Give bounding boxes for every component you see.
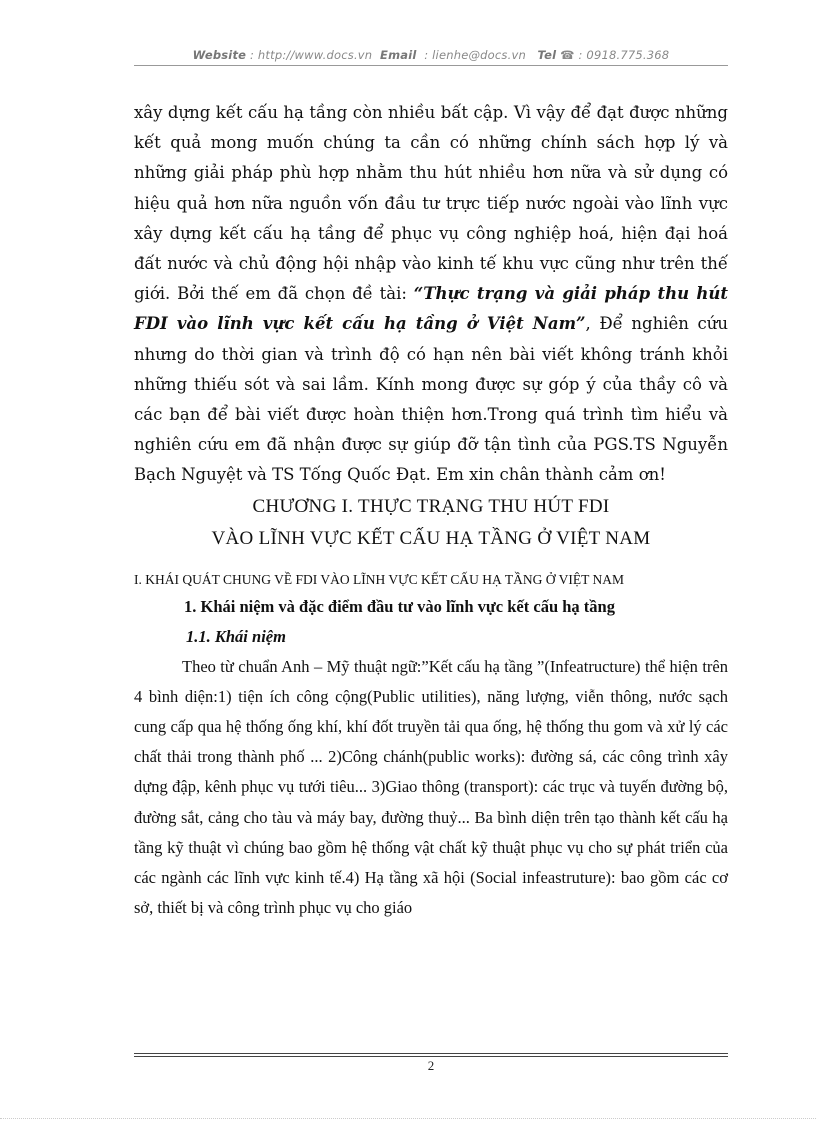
thesis-title-quote: “Thực trạng và giải pháp thu hút FDI vào lĩnh vực kết cấu hạ tầng ở Việt Nam” <box>134 284 728 334</box>
website-value: : http://www.docs.vn <box>250 48 373 62</box>
email-value: : lienhe@docs.vn <box>424 48 526 62</box>
tel-label: Tel <box>537 48 557 62</box>
page-edge-divider <box>0 1118 816 1119</box>
chapter-heading <box>134 491 728 555</box>
page-header <box>134 48 728 64</box>
page-number: 2 <box>427 1058 435 1073</box>
footer-divider-top <box>134 1053 728 1054</box>
chapter-heading-line2: VÀO LĨNH VỰC KẾT CẤU HẠ TẦNG Ở VIỆT NAM <box>211 527 651 549</box>
section-title: I. KHÁI QUÁT CHUNG VỀ FDI VÀO LĨNH VỰC KẾT CẤU HẠ TẦNG Ở VIỆT NAM <box>134 571 624 587</box>
email-label: Email <box>380 48 417 62</box>
website-label: Website <box>192 48 247 62</box>
tel-value: ☎ : 0918.775.368 <box>560 48 670 62</box>
footer-divider-bottom <box>134 1056 728 1057</box>
subheading: 1. Khái niệm và đặc điểm đầu tư vào lĩnh vực kết cấu hạ tầng <box>184 596 615 616</box>
intro-text-after: , Để nghiên cứu nhưng do thời gian và trình độ có hạn nên bài viết không tránh khỏi những thiếu sót và sai lầm. Kính mong được sự góp ý của thầy cô và các bạn để bài viết được hoàn thiện hơn.Trong quá trình tìm hiểu và nghiên cứu em đã nhận được sự giúp đỡ tận tình của PGS.TS Nguyễn Bạch Nguyệt và TS Tống Quốc Đạt. Em xin chân thành cảm ơn! <box>134 314 728 485</box>
page-content <box>134 98 728 923</box>
subsubheading: 1.1. Khái niệm <box>186 626 286 646</box>
body-paragraph: Theo từ chuẩn Anh – Mỹ thuật ngữ:”Kết cấu hạ tầng ”(Infeatructure) thể hiện trên 4 bình diện:1) tiện ích công cộng(Public utilities), năng lượng, viễn thông, nước sạch cung cấp qua hệ thống ống khí, khí đốt truyền tải qua ống, hệ thống thu gom và xử lý các chất thải trong thành phố ... 2)Công chánh(public works): đường sá, các công trình xây dựng đập, kênh phục vụ tưới tiêu... 3)Giao thông (transport): các trục và tuyến đường bộ, đường sắt, cảng cho tàu và máy bay, đường thuỷ... Ba bình diện trên tạo thành kết cấu hạ tầng kỹ thuật vì chúng bao gồm hệ thống vật chất kỹ thuật phục vụ cho sự phát triển của các ngành các lĩnh vực kinh tế.4) Hạ tầng xã hội (Social infeastruture): bao gồm các cơ sở, thiết bị và công trình phục vụ cho giáo <box>134 656 728 918</box>
header-divider <box>134 65 728 66</box>
intro-text-before: xây dựng kết cấu hạ tầng còn nhiều bất cập. Vì vậy để đạt được những kết quả mong muốn chúng ta cần có những chính sách hợp lý và những giải pháp phù hợp nhằm thu hút nhiều hơn nữa và sử dụng có hiệu quả hơn nữa nguồn vốn đầu tư trực tiếp nước ngoài vào lĩnh vực xây dựng kết cấu hạ tầng để phục vụ công nghiệp hoá, hiện đại hoá đất nước và chủ động hội nhập vào kinh tế khu vực cũng như trên thế giới. Bởi thế em đã chọn đề tài: <box>134 103 728 304</box>
chapter-heading-line1: CHƯƠNG I. THỰC TRẠNG THU HÚT FDI <box>252 495 610 517</box>
intro-paragraph <box>134 98 728 491</box>
